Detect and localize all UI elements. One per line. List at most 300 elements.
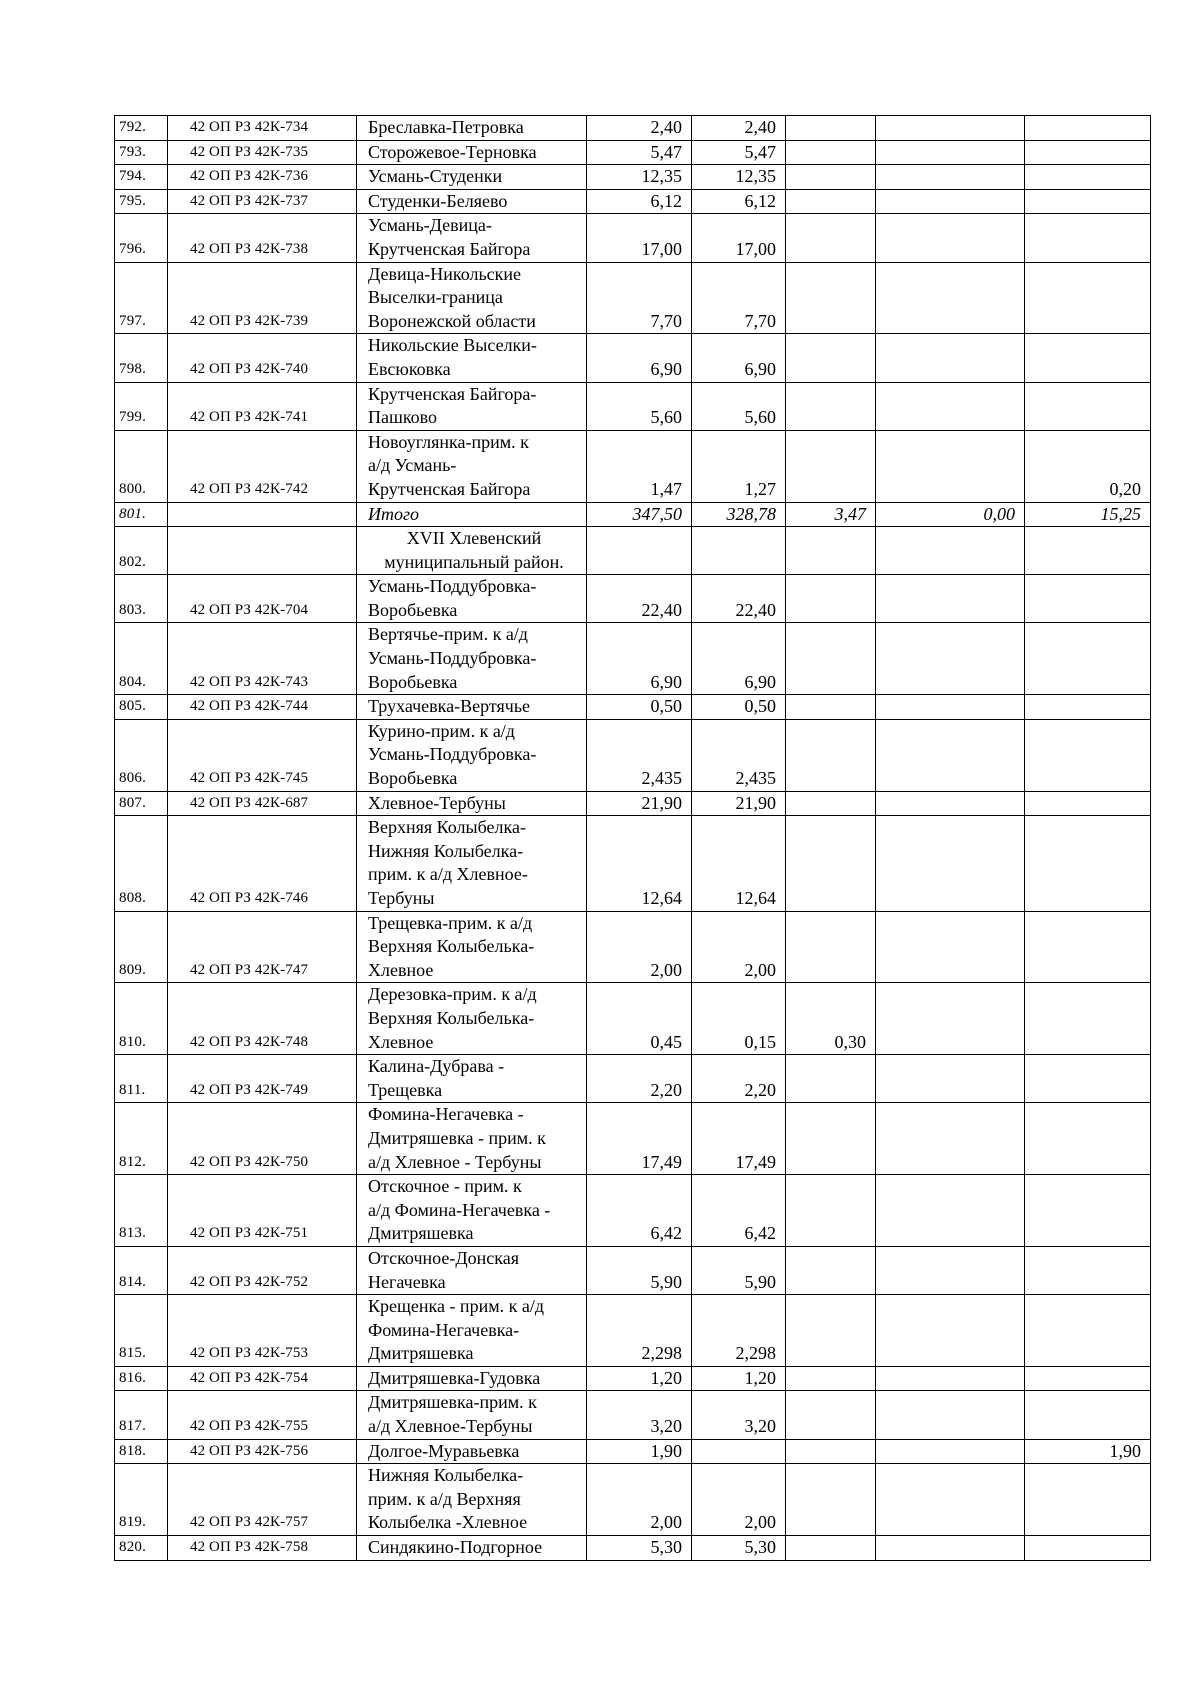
length-col5-cell (1025, 165, 1151, 190)
total-length-cell: 5,30 (587, 1536, 692, 1561)
road-name-cell (357, 695, 587, 720)
length-col5-cell (1025, 1246, 1151, 1294)
road-name-line: Воробьевка (368, 768, 458, 789)
row-number-cell: 805. (115, 695, 168, 720)
road-name-line: прим. к а/д Верхняя (368, 1488, 521, 1509)
length-col2-cell: 6,42 (692, 1175, 786, 1247)
length-col2-cell (692, 1439, 786, 1464)
road-name-line: Негачевка (368, 1271, 446, 1292)
length-col3-cell (786, 791, 876, 816)
length-col4-cell (876, 1464, 1025, 1536)
road-code-cell: 42 ОП РЗ 42К-755 (168, 1391, 357, 1439)
table-row (115, 623, 1151, 695)
length-col5-cell (1025, 695, 1151, 720)
row-number-cell: 804. (115, 623, 168, 695)
row-number-cell: 812. (115, 1103, 168, 1175)
road-name-line: прим. к а/д Хлевное- (368, 864, 528, 885)
length-col3-cell (786, 382, 876, 430)
road-code-cell: 42 ОП РЗ 42К-745 (168, 719, 357, 791)
row-number-cell: 810. (115, 983, 168, 1055)
length-col2-cell: 12,35 (692, 165, 786, 190)
total-length-cell: 2,20 (587, 1055, 692, 1103)
table-row (115, 983, 1151, 1055)
total-length-cell: 0,50 (587, 695, 692, 720)
table-row (115, 911, 1151, 983)
length-col5-cell (1025, 382, 1151, 430)
total-length-cell: 2,40 (587, 116, 692, 141)
length-col3-cell (786, 719, 876, 791)
road-name-line: Студенки-Беляево (368, 190, 508, 211)
row-number-cell: 815. (115, 1295, 168, 1367)
road-name-line: а/д Хлевное - Тербуны (368, 1151, 542, 1172)
row-number-cell: 798. (115, 334, 168, 382)
length-col4-cell (876, 214, 1025, 262)
row-number-cell: 806. (115, 719, 168, 791)
road-name-cell (357, 116, 587, 141)
road-name-cell (357, 791, 587, 816)
road-name-line: Верхняя Колыбелька- (368, 1007, 535, 1028)
road-code-cell: 42 ОП РЗ 42К-743 (168, 623, 357, 695)
total-length-cell: 6,42 (587, 1175, 692, 1247)
length-col3-cell (786, 1439, 876, 1464)
length-col2-cell: 2,20 (692, 1055, 786, 1103)
total-length-cell: 12,64 (587, 816, 692, 911)
road-name-line: Воробьевка (368, 599, 458, 620)
row-number-cell: 811. (115, 1055, 168, 1103)
road-name-cell (357, 1366, 587, 1391)
road-name-cell (357, 816, 587, 911)
length-col4-cell (876, 1391, 1025, 1439)
road-name-line: Евсюковка (368, 358, 451, 379)
length-col5-cell (1025, 575, 1151, 623)
road-name-cell (357, 1536, 587, 1561)
road-name-line: Никольские Выселки- (368, 335, 537, 356)
total-length-cell: 347,50 (587, 502, 692, 527)
road-name-line: XVII Хлевенский (406, 528, 542, 549)
row-number-cell: 799. (115, 382, 168, 430)
table-row (115, 1175, 1151, 1247)
length-col3-cell (786, 1175, 876, 1247)
road-name-cell (357, 1246, 587, 1294)
road-code-cell: 42 ОП РЗ 42К-750 (168, 1103, 357, 1175)
road-name-line: Бреславка-Петровка (368, 117, 524, 137)
table-row (115, 816, 1151, 911)
road-code-cell: 42 ОП РЗ 42К-756 (168, 1439, 357, 1464)
road-code-cell (168, 527, 357, 575)
length-col2-cell: 21,90 (692, 791, 786, 816)
table-row (115, 1103, 1151, 1175)
length-col4-cell (876, 575, 1025, 623)
road-name-line: Крутченская Байгора (368, 238, 531, 259)
row-number-cell: 802. (115, 527, 168, 575)
road-name-line: Вертячье-прим. к а/д (368, 624, 528, 645)
row-number-cell: 797. (115, 262, 168, 334)
length-col3-cell: 3,47 (786, 502, 876, 527)
length-col5-cell (1025, 1295, 1151, 1367)
road-name-cell (357, 430, 587, 502)
row-number-cell: 817. (115, 1391, 168, 1439)
length-col2-cell: 2,40 (692, 116, 786, 141)
road-name-line: Новоуглянка-прим. к (368, 431, 529, 452)
roads-table-body (115, 116, 1151, 1561)
length-col4-cell (876, 1246, 1025, 1294)
road-name-cell (357, 502, 587, 527)
length-col3-cell (786, 816, 876, 911)
row-number-cell: 813. (115, 1175, 168, 1247)
length-col2-cell: 2,00 (692, 911, 786, 983)
length-col4-cell (876, 1295, 1025, 1367)
total-length-cell (587, 527, 692, 575)
table-row (115, 382, 1151, 430)
road-name-line: Трещевка-прим. к а/д (368, 912, 533, 933)
road-name-line: а/д Хлевное-Тербуны (368, 1416, 533, 1437)
length-col4-cell (876, 527, 1025, 575)
row-number-cell: 800. (115, 430, 168, 502)
length-col5-cell (1025, 189, 1151, 214)
length-col5-cell (1025, 214, 1151, 262)
road-name-cell (357, 140, 587, 165)
length-col3-cell (786, 623, 876, 695)
length-col2-cell: 5,90 (692, 1246, 786, 1294)
table-row (115, 1055, 1151, 1103)
total-length-cell: 21,90 (587, 791, 692, 816)
road-name-line: Трещевка (368, 1079, 443, 1100)
road-code-cell: 42 ОП РЗ 42К-751 (168, 1175, 357, 1247)
length-col3-cell (786, 1536, 876, 1561)
road-name-cell (357, 1295, 587, 1367)
length-col4-cell (876, 623, 1025, 695)
road-code-cell: 42 ОП РЗ 42К-739 (168, 262, 357, 334)
road-name-line: Воробьевка (368, 671, 458, 692)
road-name-line: Девица-Никольские (368, 263, 522, 284)
road-name-line: Калина-Дубрава - (368, 1056, 505, 1077)
total-length-cell: 6,90 (587, 623, 692, 695)
length-col5-cell (1025, 791, 1151, 816)
length-col3-cell (786, 334, 876, 382)
table-row (115, 1536, 1151, 1561)
length-col3-cell (786, 1366, 876, 1391)
road-name-line: Усмань-Поддубровка- (368, 744, 537, 765)
row-number-cell: 809. (115, 911, 168, 983)
road-code-cell: 42 ОП РЗ 42К-746 (168, 816, 357, 911)
length-col5-cell: 0,20 (1025, 430, 1151, 502)
total-length-cell: 5,60 (587, 382, 692, 430)
road-name-line: Выселки-граница (368, 287, 503, 308)
road-code-cell: 42 ОП РЗ 42К-741 (168, 382, 357, 430)
road-name-line: Тербуны (368, 888, 435, 908)
total-length-cell: 2,00 (587, 911, 692, 983)
length-col4-cell (876, 1175, 1025, 1247)
total-length-cell: 1,90 (587, 1439, 692, 1464)
road-name-cell (357, 334, 587, 382)
length-col3-cell (786, 214, 876, 262)
length-col2-cell: 17,49 (692, 1103, 786, 1175)
road-code-cell: 42 ОП РЗ 42К-748 (168, 983, 357, 1055)
length-col5-cell (1025, 334, 1151, 382)
road-name-line: Усмань-Студенки (368, 166, 503, 187)
total-length-cell: 6,12 (587, 189, 692, 214)
total-length-cell: 22,40 (587, 575, 692, 623)
length-col4-cell (876, 140, 1025, 165)
road-name-line: Хлевное-Тербуны (368, 792, 506, 813)
length-col3-cell (786, 1103, 876, 1175)
row-number-cell: 818. (115, 1439, 168, 1464)
row-number-cell: 820. (115, 1536, 168, 1561)
length-col3-cell (786, 262, 876, 334)
row-number-cell: 792. (115, 116, 168, 141)
length-col4-cell (876, 1103, 1025, 1175)
total-length-cell: 1,20 (587, 1366, 692, 1391)
length-col2-cell: 5,30 (692, 1536, 786, 1561)
total-length-cell: 6,90 (587, 334, 692, 382)
road-name-line: а/д Фомина-Негачевка - (368, 1199, 551, 1220)
road-name-line: Дмитряшевка - прим. к (368, 1127, 546, 1148)
road-name-line: Курино-прим. к а/д (368, 720, 515, 741)
road-name-line: Нижняя Колыбелка- (368, 840, 524, 861)
row-number-cell: 819. (115, 1464, 168, 1536)
table-row (115, 214, 1151, 262)
length-col2-cell: 5,47 (692, 140, 786, 165)
table-row (115, 719, 1151, 791)
length-col5-cell (1025, 1366, 1151, 1391)
length-col2-cell: 12,64 (692, 816, 786, 911)
road-name-line: Дмитряшевка (368, 1223, 474, 1244)
length-col4-cell (876, 791, 1025, 816)
length-col3-cell (786, 116, 876, 141)
length-col5-cell (1025, 1391, 1151, 1439)
length-col4-cell: 0,00 (876, 502, 1025, 527)
length-col4-cell (876, 911, 1025, 983)
table-row (115, 334, 1151, 382)
road-name-line: Крутченская Байгора (368, 478, 531, 499)
length-col2-cell: 2,298 (692, 1295, 786, 1367)
length-col5-cell (1025, 1464, 1151, 1536)
road-name-cell (357, 575, 587, 623)
length-col4-cell (876, 1366, 1025, 1391)
road-name-cell (357, 165, 587, 190)
length-col3-cell (786, 911, 876, 983)
length-col4-cell (876, 719, 1025, 791)
length-col5-cell (1025, 719, 1151, 791)
total-length-cell: 7,70 (587, 262, 692, 334)
table-row (115, 1366, 1151, 1391)
road-name-line: муниципальный район. (384, 551, 564, 572)
road-name-line: Верхняя Колыбелька- (368, 936, 535, 957)
length-col2-cell: 6,90 (692, 623, 786, 695)
length-col5-cell (1025, 1055, 1151, 1103)
length-col2-cell: 2,00 (692, 1464, 786, 1536)
row-number-cell: 795. (115, 189, 168, 214)
length-col2-cell: 328,78 (692, 502, 786, 527)
road-code-cell: 42 ОП РЗ 42К-758 (168, 1536, 357, 1561)
total-length-cell: 2,00 (587, 1464, 692, 1536)
length-col4-cell (876, 695, 1025, 720)
road-code-cell: 42 ОП РЗ 42К-740 (168, 334, 357, 382)
road-name-line: Отскочное-Донская (368, 1247, 519, 1268)
length-col3-cell (786, 695, 876, 720)
road-name-line: Пашково (368, 407, 438, 428)
road-name-cell (357, 382, 587, 430)
road-code-cell: 42 ОП РЗ 42К-754 (168, 1366, 357, 1391)
table-row (115, 262, 1151, 334)
road-name-cell (357, 527, 587, 575)
length-col4-cell (876, 116, 1025, 141)
length-col2-cell: 0,50 (692, 695, 786, 720)
road-name-line: Дмитряшевка (368, 1343, 474, 1364)
total-length-cell: 3,20 (587, 1391, 692, 1439)
table-row (115, 791, 1151, 816)
total-length-cell: 5,90 (587, 1246, 692, 1294)
table-row (115, 575, 1151, 623)
total-length-cell: 17,00 (587, 214, 692, 262)
road-name-line: Верхняя Колыбелка- (368, 817, 526, 838)
road-name-line: Фомина-Негачевка- (368, 1319, 520, 1340)
road-code-cell: 42 ОП РЗ 42К-735 (168, 140, 357, 165)
road-name-line: Дмитряшевка-Гудовка (368, 1367, 541, 1388)
length-col3-cell (786, 1391, 876, 1439)
length-col5-cell (1025, 527, 1151, 575)
table-row (115, 695, 1151, 720)
length-col2-cell: 7,70 (692, 262, 786, 334)
road-name-line: Долгое-Муравьевка (368, 1440, 520, 1461)
length-col4-cell (876, 334, 1025, 382)
table-row (115, 430, 1151, 502)
length-col4-cell (876, 189, 1025, 214)
length-col3-cell (786, 189, 876, 214)
length-col4-cell (876, 1439, 1025, 1464)
length-col3-cell (786, 575, 876, 623)
length-col2-cell: 6,12 (692, 189, 786, 214)
length-col3-cell (786, 1055, 876, 1103)
length-col2-cell: 1,27 (692, 430, 786, 502)
road-code-cell: 42 ОП РЗ 42К-734 (168, 116, 357, 141)
length-col2-cell: 0,15 (692, 983, 786, 1055)
road-name-cell (357, 189, 587, 214)
table-row (115, 165, 1151, 190)
length-col5-cell (1025, 911, 1151, 983)
road-code-cell: 42 ОП РЗ 42К-747 (168, 911, 357, 983)
length-col3-cell: 0,30 (786, 983, 876, 1055)
total-length-cell: 0,45 (587, 983, 692, 1055)
road-name-cell (357, 262, 587, 334)
length-col5-cell (1025, 623, 1151, 695)
road-name-cell (357, 911, 587, 983)
row-number-cell: 793. (115, 140, 168, 165)
road-name-line: Крутченская Байгора- (368, 383, 537, 404)
road-code-cell: 42 ОП РЗ 42К-738 (168, 214, 357, 262)
length-col3-cell (786, 140, 876, 165)
row-number-cell: 814. (115, 1246, 168, 1294)
road-name-line: Крещенка - прим. к а/д (368, 1296, 544, 1317)
length-col5-cell (1025, 816, 1151, 911)
road-name-line: Фомина-Негачевка - (368, 1104, 524, 1125)
total-row (115, 502, 1151, 527)
length-col3-cell (786, 165, 876, 190)
road-name-line: Усмань-Поддубровка- (368, 576, 537, 597)
road-name-line: Итого (368, 503, 420, 524)
length-col2-cell: 6,90 (692, 334, 786, 382)
length-col5-cell (1025, 1536, 1151, 1561)
section-header-row (115, 527, 1151, 575)
total-length-cell: 17,49 (587, 1103, 692, 1175)
road-name-line: Сторожевое-Терновка (368, 141, 537, 162)
table-row (115, 1464, 1151, 1536)
road-name-line: Синдякино-Подгорное (368, 1537, 543, 1558)
length-col5-cell (1025, 983, 1151, 1055)
roads-table (114, 115, 1151, 1561)
road-name-cell (357, 1439, 587, 1464)
road-code-cell: 42 ОП РЗ 42К-744 (168, 695, 357, 720)
row-number-cell: 796. (115, 214, 168, 262)
row-number-cell: 808. (115, 816, 168, 911)
length-col2-cell: 3,20 (692, 1391, 786, 1439)
road-name-cell (357, 1175, 587, 1247)
length-col5-cell (1025, 262, 1151, 334)
road-code-cell: 42 ОП РЗ 42К-704 (168, 575, 357, 623)
road-code-cell: 42 ОП РЗ 42К-753 (168, 1295, 357, 1367)
length-col4-cell (876, 983, 1025, 1055)
row-number-cell: 807. (115, 791, 168, 816)
length-col5-cell (1025, 140, 1151, 165)
length-col5-cell: 15,25 (1025, 502, 1151, 527)
road-name-line: Колыбелка -Хлевное (368, 1512, 528, 1533)
length-col2-cell: 17,00 (692, 214, 786, 262)
table-row (115, 140, 1151, 165)
length-col5-cell (1025, 116, 1151, 141)
length-col3-cell (786, 1464, 876, 1536)
road-name-cell (357, 214, 587, 262)
length-col3-cell (786, 1295, 876, 1367)
length-col4-cell (876, 165, 1025, 190)
length-col3-cell (786, 1246, 876, 1294)
road-code-cell: 42 ОП РЗ 42К-687 (168, 791, 357, 816)
road-code-cell (168, 502, 357, 527)
total-length-cell: 2,298 (587, 1295, 692, 1367)
table-row (115, 1391, 1151, 1439)
length-col4-cell (876, 1536, 1025, 1561)
road-name-line: Усмань-Поддубровка- (368, 648, 537, 669)
length-col2-cell (692, 527, 786, 575)
total-length-cell: 1,47 (587, 430, 692, 502)
total-length-cell: 2,435 (587, 719, 692, 791)
length-col4-cell (876, 1055, 1025, 1103)
road-code-cell: 42 ОП РЗ 42К-752 (168, 1246, 357, 1294)
length-col5-cell: 1,90 (1025, 1439, 1151, 1464)
road-name-line: Воронежской области (368, 310, 536, 331)
road-name-line: Дмитряшевка-прим. к (368, 1392, 537, 1413)
length-col5-cell (1025, 1103, 1151, 1175)
total-length-cell: 12,35 (587, 165, 692, 190)
length-col2-cell: 2,435 (692, 719, 786, 791)
road-name-line: Отскочное - прим. к (368, 1176, 522, 1197)
road-name-line: Усмань-Девица- (368, 215, 492, 236)
road-code-cell: 42 ОП РЗ 42К-742 (168, 430, 357, 502)
road-name-line: а/д Усмань- (368, 455, 457, 476)
total-length-cell: 5,47 (587, 140, 692, 165)
row-number-cell: 801. (115, 502, 168, 527)
row-number-cell: 794. (115, 165, 168, 190)
table-row (115, 1439, 1151, 1464)
length-col2-cell: 5,60 (692, 382, 786, 430)
road-name-line: Нижняя Колыбелка- (368, 1465, 524, 1486)
road-name-line: Хлевное (368, 1031, 434, 1052)
length-col4-cell (876, 430, 1025, 502)
table-row (115, 1295, 1151, 1367)
length-col2-cell: 1,20 (692, 1366, 786, 1391)
row-number-cell: 803. (115, 575, 168, 623)
road-code-cell: 42 ОП РЗ 42К-736 (168, 165, 357, 190)
table-row (115, 1246, 1151, 1294)
